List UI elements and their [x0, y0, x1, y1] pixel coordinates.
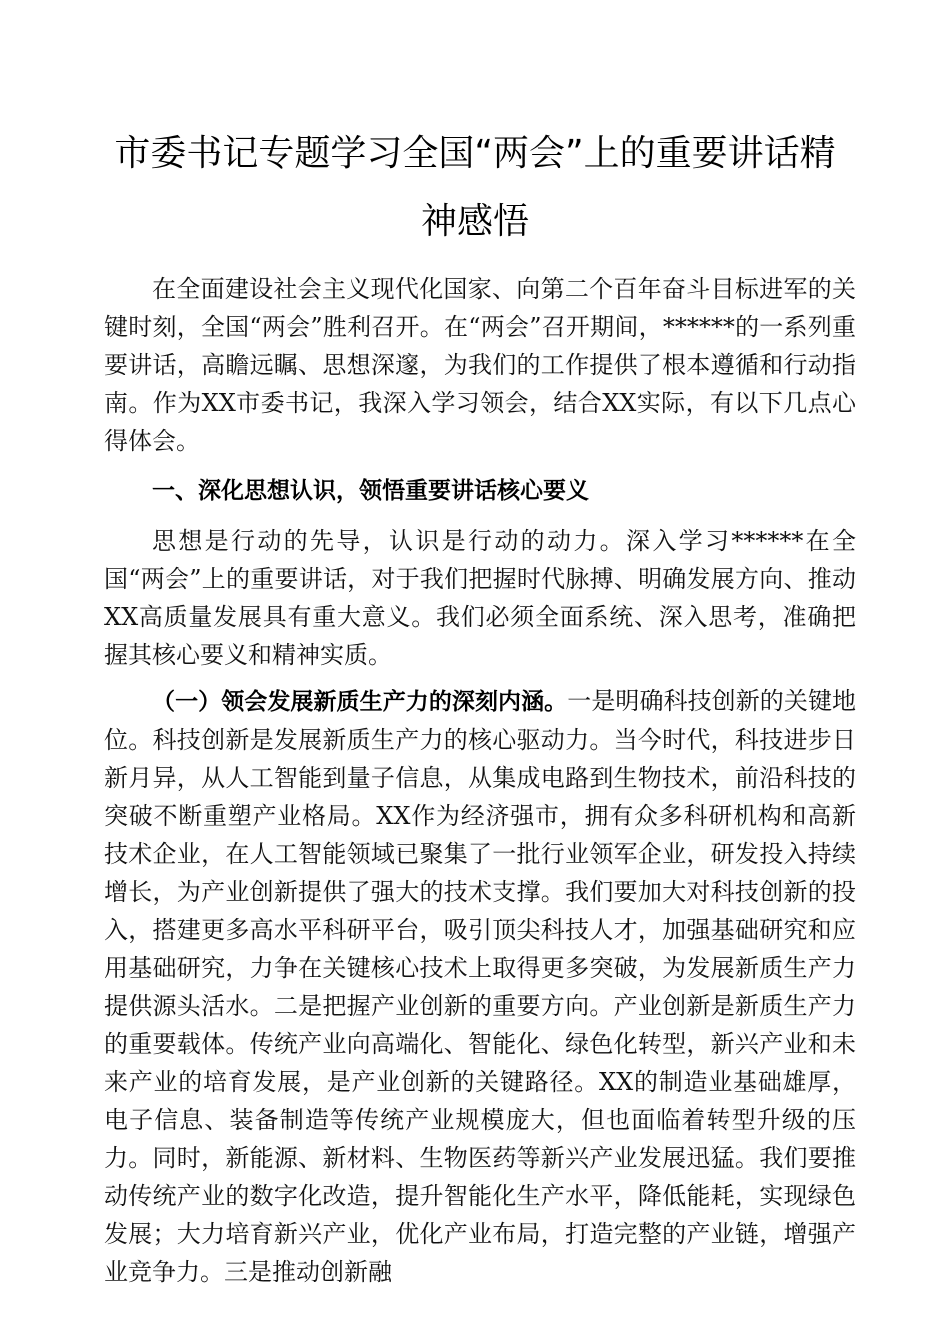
subsection-1-paragraph: [104, 682, 856, 1291]
section-1-heading: 一、深化思想认识，领悟重要讲话核心要义: [152, 478, 589, 504]
intro-paragraph: 在全面建设社会主义现代化国家、向第二个百年奋斗目标进军的关键时刻，全国“两会”胜利召开。在“两会”召开期间，******的一系列重要讲话，高瞻远瞩、思想深邃，为我们的工作提供了根本遵循和行动指南。作为XX市委书记，我深入学习领会，结合XX实际，有以下几点心得体会。: [104, 275, 856, 455]
spacer: [104, 674, 856, 682]
subsection-1-heading: （一）领会发展新质生产力的深刻内涵。: [152, 689, 568, 715]
section-1-paragraph: 思想是行动的先导，认识是行动的动力。深入学习******在全国“两会”上的重要讲话，对于我们把握时代脉搏、明确发展方向、推动XX高质量发展具有重大意义。我们必须全面系统、深入思考，准确把握其核心要义和精神实质。: [104, 527, 856, 669]
spacer: [104, 514, 856, 522]
subsection-1-body: 一是明确科技创新的关键地位。科技创新是发展新质生产力的核心驱动力。当今时代，科技进步日新月异，从人工智能到量子信息，从集成电路到生物技术，前沿科技的突破不断重塑产业格局。XX作为经济强市，拥有众多科研机构和高新技术企业，在人工智能领域已聚集了一批行业领军企业，研发投入持续增长，为产业创新提供了强大的技术支撑。我们要加大对科技创新的投入，搭建更多高水平科研平台，吸引顶尖科技人才，加强基础研究和应用基础研究，力争在关键核心技术上取得更多突破，为发展新质生产力提供源头活水。二是把握产业创新的重要方向。产业创新是新质生产力的重要载体。传统产业向高端化、智能化、绿色化转型，新兴产业和未来产业的培育发展，是产业创新的关键路径。XX的制造业基础雄厚，电子信息、装备制造等传统产业规模庞大，但也面临着转型升级的压力。同时，新能源、新材料、生物医药等新兴产业发展迅猛。我们要推动传统产业的数字化改造，提升智能化生产水平，降低能耗，实现绿色发展；大力培育新兴产业，优化产业布局，打造完整的产业链，增强产业竞争力。三是推动创新融: [104, 687, 857, 1286]
document-title-line-1: 市委书记专题学习全国“两会”上的重要讲话精: [114, 133, 836, 174]
document-title-line-2: 神感悟: [420, 201, 529, 242]
document-body: [104, 270, 856, 1291]
spacer: [104, 460, 856, 468]
